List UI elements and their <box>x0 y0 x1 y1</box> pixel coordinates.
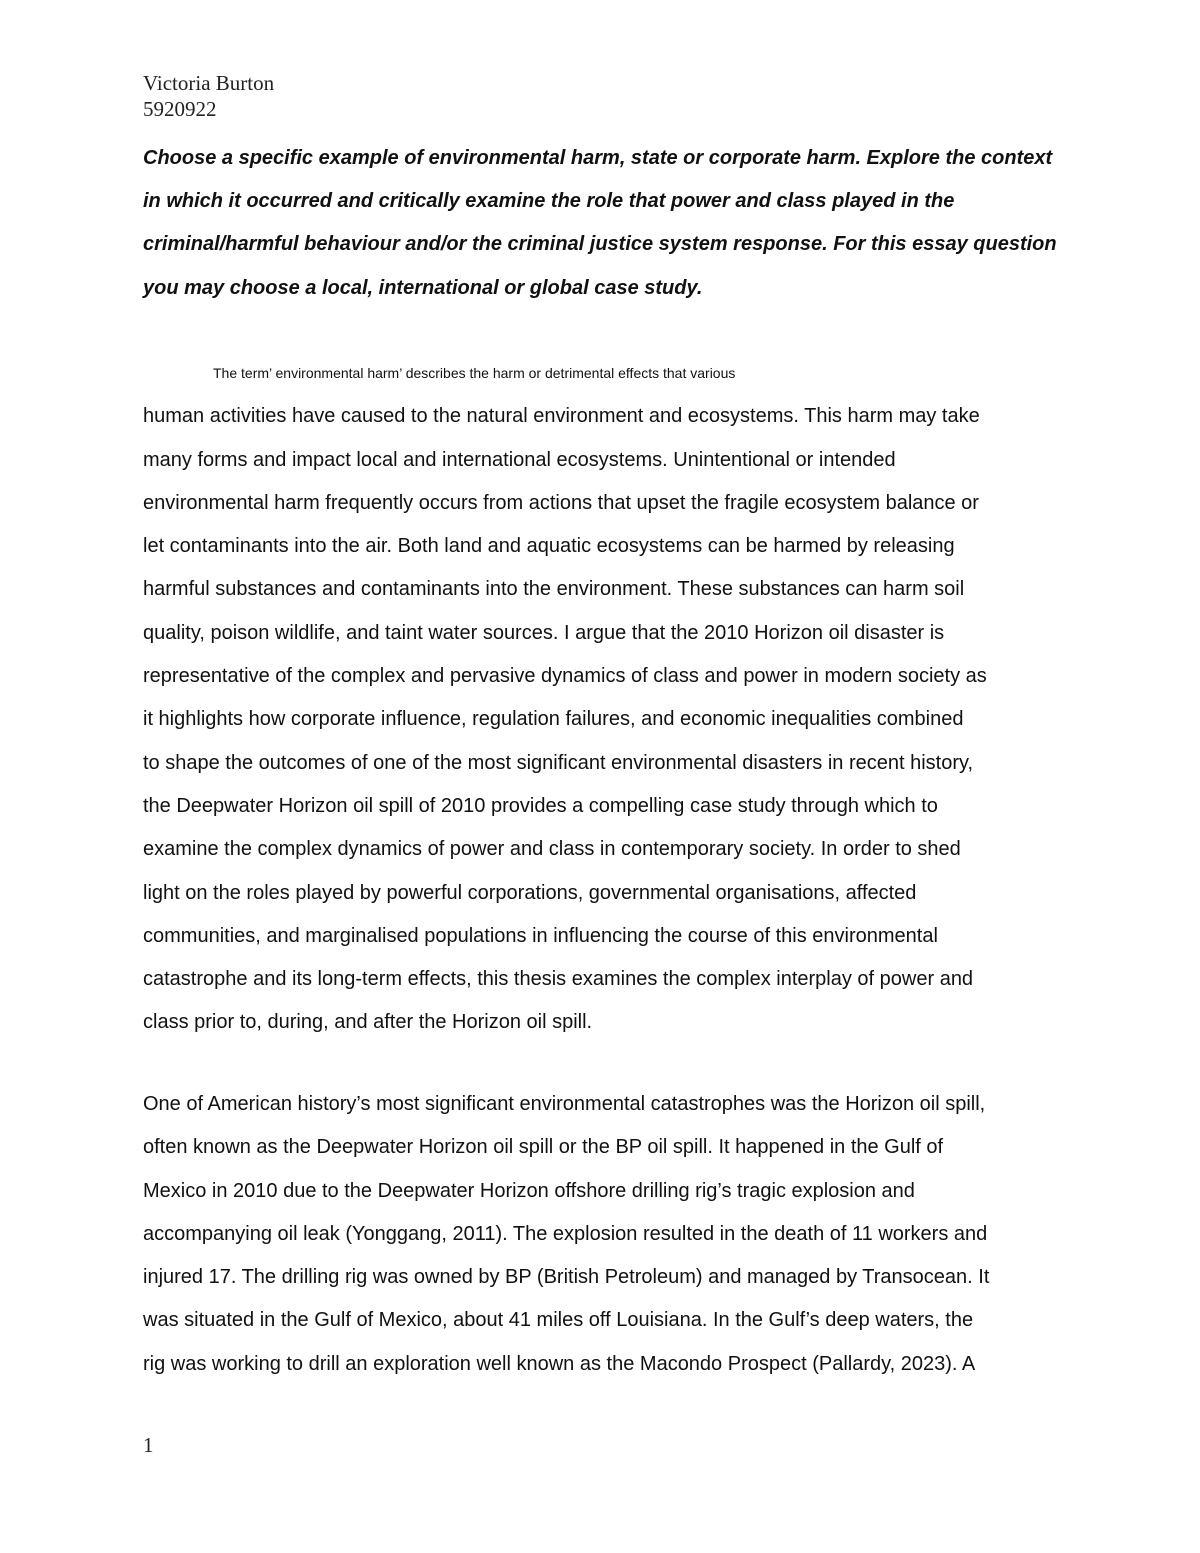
text-line: human activities have caused to the natural environment and ecosystems. This harm may take <box>143 405 980 428</box>
text-line: rig was working to drill an exploration well known as the Macondo Prospect (Pallardy, 2023). A <box>143 1352 976 1375</box>
text-line: many forms and impact local and international ecosystems. Unintentional or intended <box>143 448 896 471</box>
author-name: Victoria Burton <box>143 71 275 95</box>
text-line: accompanying oil leak (Yonggang, 2011). The explosion resulted in the death of 11 workers and <box>143 1222 988 1245</box>
text-line: environmental harm frequently occurs from actions that upset the fragile ecosystem balance or <box>143 491 979 514</box>
text-line: communities, and marginalised populations in influencing the course of this environmental <box>143 924 938 947</box>
text-line: it highlights how corporate influence, regulation failures, and economic inequalities combined <box>143 708 964 731</box>
page-number: 1 <box>143 1433 154 1457</box>
text-line: The term’ environmental harm’ describes the harm or detrimental effects that various <box>213 365 736 381</box>
text-line: was situated in the Gulf of Mexico, about 41 miles off Louisiana. In the Gulf’s deep waters, the <box>143 1309 974 1332</box>
body-paragraph-2 <box>143 1083 1063 1386</box>
essay-question: Choose a specific example of environmental harm, state or corporate harm. Explore the context in which it occurred and critically examine the role that power and class played in the criminal/harmful behaviour and/or the criminal justice system response. For this essay question you may choose a local, international or global case study. <box>143 147 1057 299</box>
text-line: injured 17. The drilling rig was owned by BP (British Petroleum) and managed by Transocean. It <box>143 1266 990 1289</box>
text-line: representative of the complex and pervasive dynamics of class and power in modern society as <box>143 665 987 688</box>
text-line: class prior to, during, and after the Horizon oil spill. <box>143 1011 593 1034</box>
document-header <box>143 70 274 122</box>
text-line: quality, poison wildlife, and taint water sources. I argue that the 2010 Horizon oil disaster is <box>143 621 945 644</box>
body-paragraph-1 <box>143 352 1063 1045</box>
text-line: light on the roles played by powerful corporations, governmental organisations, affected <box>143 881 917 904</box>
text-line: often known as the Deepwater Horizon oil spill or the BP oil spill. It happened in the Gulf of <box>143 1136 944 1159</box>
student-id: 5920922 <box>143 97 217 121</box>
text-line: harmful substances and contaminants into the environment. These substances can harm soil <box>143 578 965 601</box>
text-line: let contaminants into the air. Both land and aquatic ecosystems can be harmed by releasing <box>143 535 955 558</box>
text-line: Mexico in 2010 due to the Deepwater Horizon offshore drilling rig’s tragic explosion and <box>143 1179 915 1202</box>
text-line: to shape the outcomes of one of the most significant environmental disasters in recent history, <box>143 751 974 774</box>
text-line: catastrophe and its long-term effects, this thesis examines the complex interplay of power and <box>143 968 974 991</box>
text-line: examine the complex dynamics of power and class in contemporary society. In order to shed <box>143 838 961 861</box>
text-line: the Deepwater Horizon oil spill of 2010 provides a compelling case study through which to <box>143 794 938 817</box>
text-line: One of American history’s most significant environmental catastrophes was the Horizon oil spill, <box>143 1093 986 1115</box>
